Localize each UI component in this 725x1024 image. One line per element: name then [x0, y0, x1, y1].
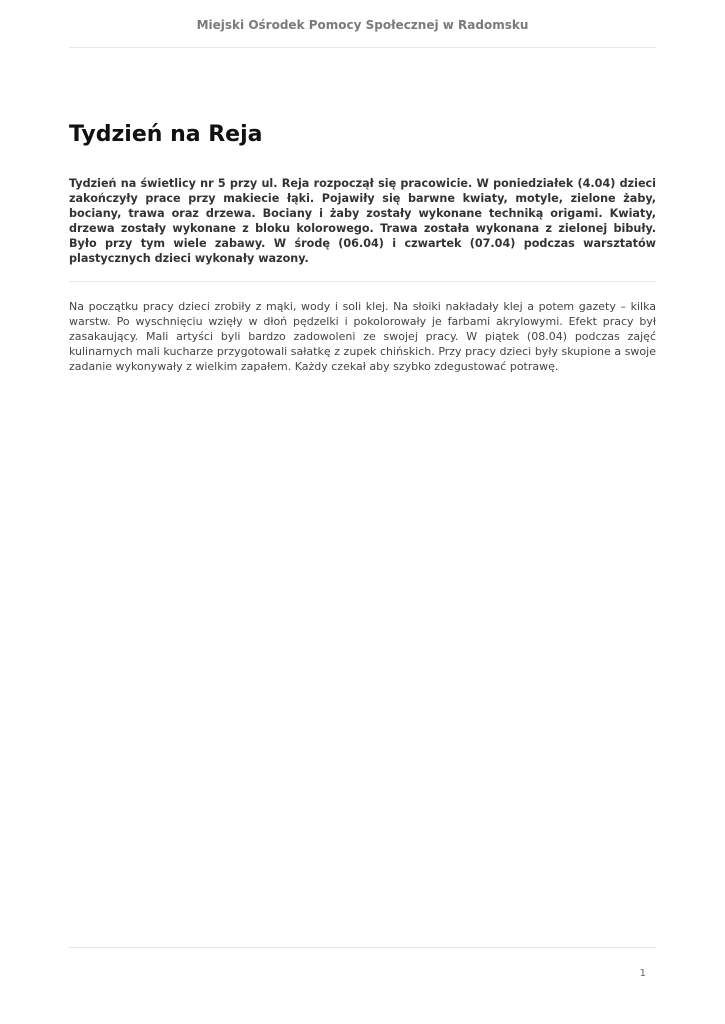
page-number: 1 [639, 968, 646, 979]
article-title: Tydzień na Reja [69, 122, 263, 147]
article-body: Na początku pracy dzieci zrobiły z mąki, wody i soli klej. Na słoiki nakładały klej a potem gazety – kilka warstw. Po wyschnięciu wzięły w dłoń pędzelki i pokolorowały je farbami akrylowymi. Efekt pracy był zasakaujący. Mali artyści byli bardzo zadowoleni ze swojej pracy. W piątek (08.04) podczas zajęć kulinarnych mali kucharze przygotowali sałatkę z zupek chińskich. Przy pracy dzieci były skupione a swoje zadanie wykonywały z wielkim zapałem. Każdy czekał aby szybko zdegustować potrawę. [69, 300, 656, 373]
lead-divider [69, 281, 656, 282]
footer-divider [69, 947, 656, 948]
header-divider [69, 47, 656, 48]
article-lead: Tydzień na świetlicy nr 5 przy ul. Reja rozpoczął się pracowicie. W poniedziałek (4.04) dzieci zakończyły prace przy makiecie łąki. Pojawiły się barwne kwiaty, motyle, zielone żaby, bociany, trawa oraz drzewa. Bociany i żaby zostały wykonane techniką origami. Kwiaty, drzewa zostały wykonane z bloku kolorowego. Trawa została wykonana z zielonej bibuły. Było przy tym wiele zabawy. W środę (06.04) i czwartek (07.04) podczas warsztatów plastycznych dzieci wykonały wazony. [69, 177, 656, 265]
page-header-organization: Miejski Ośrodek Pomocy Społecznej w Radomsku [196, 18, 529, 32]
